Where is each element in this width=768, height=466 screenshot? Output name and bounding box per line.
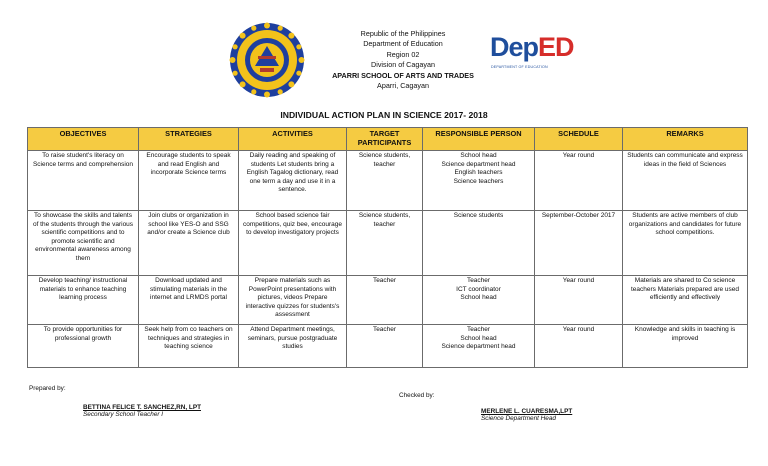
header-responsible-person: RESPONSIBLE PERSON [423, 128, 535, 151]
cell-strategies: Download updated and stimulating materials in the internet and LRMDS portal [139, 276, 239, 325]
cell-strategies: Join clubs or organization in school like YES-O and SSG and/or create a Science club [139, 211, 239, 276]
responsible-line: Science department head [441, 343, 516, 351]
cell-strategies: Encourage students to speak and read English and incorporate Science terms [139, 151, 239, 211]
checked-by-label: Checked by: [399, 392, 435, 399]
cell-schedule: September-October 2017 [535, 211, 623, 276]
header-remarks: REMARKS [623, 128, 748, 151]
cell-activities: Attend Department meetings, seminars, pursue postgraduate studies [239, 325, 347, 368]
table-row [28, 325, 748, 368]
prepared-by-role: Secondary School Teacher I [83, 411, 164, 418]
cell-schedule: Year round [535, 151, 623, 211]
responsible-line: ICT coordinator [456, 285, 501, 293]
table-row [28, 276, 748, 325]
deped-logo [488, 32, 574, 76]
cell-objectives: To provide opportunities for professional growth [28, 325, 139, 368]
cell-schedule: Year round [535, 325, 623, 368]
letterhead-line: Department of Education [363, 39, 443, 49]
prepared-by-block [83, 404, 201, 418]
responsible-line: School head [460, 294, 497, 302]
header-activities: ACTIVITIES [239, 128, 347, 151]
cell-objectives: To raise student's literacy on Science terms and comprehension [28, 151, 139, 211]
cell-responsible [423, 211, 535, 276]
cell-activities: Prepare materials such as PowerPoint presentations with pictures, videos Prepare interactive quizzes for students's assessment [239, 276, 347, 325]
header-schedule: SCHEDULE [535, 128, 623, 151]
header-target-participants: TARGET PARTICIPANTS [347, 128, 423, 151]
cell-responsible [423, 276, 535, 325]
letterhead [318, 29, 488, 91]
cell-activities: Daily reading and speaking of students Let students bring a English Tagalog dictionary, read one term a day and use it in a sentence. [239, 151, 347, 211]
cell-remarks: Students are active members of club organizations and candidates for future school competitions. [623, 211, 748, 276]
cell-strategies: Seek help from co teachers on techniques and strategies in teaching science [139, 325, 239, 368]
prepared-by-label: Prepared by: [29, 385, 66, 392]
cell-remarks: Knowledge and skills in teaching is improved [623, 325, 748, 368]
document-title: INDIVIDUAL ACTION PLAN IN SCIENCE 2017- 2018 [280, 110, 488, 120]
letterhead-line: Republic of the Philippines [360, 29, 446, 38]
action-plan-table [27, 127, 748, 368]
table-row [28, 151, 748, 211]
prepared-by-name: BETTINA FELICE T. SANCHEZ,RN, LPT [83, 404, 201, 411]
table-row [28, 211, 748, 276]
checked-by-block [481, 408, 572, 422]
cell-objectives: Develop teaching/ instructional materials to enhance teaching learning process [28, 276, 139, 325]
deped-logo-tagline: DEPARTMENT OF EDUCATION [491, 65, 548, 69]
cell-objectives: To showcase the skills and talents of the students through the various scientific competitions and to promote scientific and environmental awareness among them [28, 211, 139, 276]
responsible-line: School head [460, 152, 497, 159]
cell-participants: Science students, teacher [347, 211, 423, 276]
responsible-line: Teacher [466, 326, 491, 333]
cell-participants: Teacher [347, 325, 423, 368]
responsible-line: Science department head [441, 160, 516, 168]
responsible-line: English teachers [454, 169, 503, 177]
responsible-line: Science teachers [453, 177, 504, 185]
checked-by-role: Science Department Head [481, 415, 556, 422]
header-objectives: OBJECTIVES [28, 128, 139, 151]
letterhead-line: Division of Cagayan [371, 60, 435, 70]
letterhead-school: APARRI SCHOOL OF ARTS AND TRADES [332, 70, 474, 80]
cell-responsible [423, 151, 535, 211]
cell-responsible [423, 325, 535, 368]
letterhead-location: Aparri, Cagayan [377, 81, 429, 91]
cell-remarks: Students can communicate and express ideas in the field of Sciences [623, 151, 748, 211]
cell-participants: Science students, teacher [347, 151, 423, 211]
letterhead-line: Region 02 [386, 49, 420, 59]
responsible-line: School head [460, 334, 497, 342]
header-strategies: STRATEGIES [139, 128, 239, 151]
cell-participants: Teacher [347, 276, 423, 325]
cell-schedule: Year round [535, 276, 623, 325]
deped-logo-ed: ED [538, 32, 574, 62]
checked-by-name: MERLENE L. CUARESMA,LPT [481, 408, 573, 415]
responsible-line: Teacher [466, 277, 491, 284]
school-seal-icon [229, 22, 305, 98]
deped-logo-dep: Dep [490, 32, 539, 62]
cell-activities: School based science fair competitions, quiz bee, encourage to develop investigatory projects [239, 211, 347, 276]
cell-remarks: Materials are shared to Co science teachers Materials prepared are used efficiently and effectively [623, 276, 748, 325]
table-header-row [28, 128, 748, 151]
responsible-line: Science students [453, 212, 504, 219]
